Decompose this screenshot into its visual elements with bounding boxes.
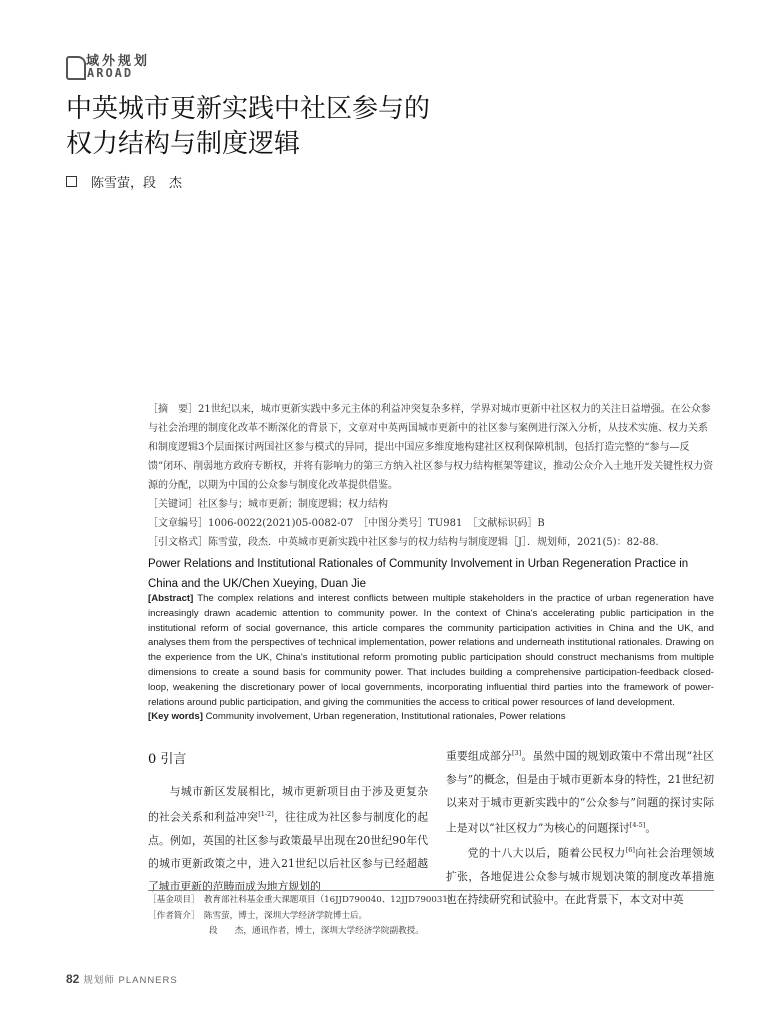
keywords-label: [Key words] (148, 711, 203, 723)
paragraph: 党的十八大以后，随着公民权力[6]向社会治理领域扩张，各地促进公众参与城市规划决策的制度改革措施也在持续研究和试验中。在此背景下，本文对中英 (446, 846, 714, 906)
square-bullet-icon (66, 176, 77, 187)
footnote-divider (148, 890, 714, 891)
citation-ref[interactable]: [6] (625, 846, 635, 855)
body-column-left (148, 780, 428, 898)
footnotes (148, 893, 456, 940)
section-heading: 0 引言 (148, 752, 187, 767)
page-footer (66, 972, 178, 986)
journal-name: 规划师 PLANNERS (83, 975, 178, 986)
title-line-1: 中英城市更新实践中社区参与的 (66, 94, 431, 124)
abstract-cn-text: ［摘 要］21世纪以来，城市更新实践中多元主体的利益冲突复杂多样，学界对城市更新中社区权力的关注日益增强。在公众参与社会治理的制度化改革不断深化的背景下，文章对中英两国城市更新中的社区参与案例进行深入分析，从技术实施、权力关系和制度逻辑3个层面探讨两国社区参与模式的异同，提出中国应多维度地构建社区权利保障机制，包括打造完整的“参与—反馈”闭环、削弱地方政府专断权，并将有影响力的第三方纳入社区参与权力结构框架等建议，推动公众介入土地开发关键性权力资源的分配，以期为中国的公众参与制度化改革提供借鉴。 (148, 404, 714, 491)
article-title (66, 92, 430, 162)
citation-ref[interactable]: [1-2] (258, 810, 274, 818)
english-abstract-text: The complex relations and interest conflicts between multiple stakeholders in the practice of urban regeneration have increasingly drawn academic attention to community power. In the context of China's accelerating public participation in the institutional reform of social governance, this article compares the community participation activities in China and the UK, and analyses them from the perspectives of technical implementation, power relations and underneath institutional rationales. Drawing on the experience from the UK, China's institutional reform promoting public participation should construct mechanisms from multiple dimensions to create a sound basis for community power. That includes building a comprehensive participation-feedback closed-loop, weakening the discretionary power of local governments, incorporating influential third parties into the framework of power-relations around public participation, and giving the communities the access to critical power resources of land development. (148, 593, 714, 708)
paragraph: 与城市新区发展相比，城市更新项目由于涉及更复杂的社会关系和利益冲突[1-2]，往往成为社区参与制度化的起点。例如，英国的社区参与政策最早出现在20世纪90年代的城市更新政策之中，进入21世纪以后社区参与已经超越了城市更新的范畴而成为地方规划的 (148, 785, 429, 893)
english-abstract (148, 592, 714, 725)
citation-format: ［引文格式］陈雪萤，段杰．中英城市更新实践中社区参与的权力结构与制度逻辑［J］．规划师，2021(5)：82-88. (148, 537, 659, 548)
english-keywords: Community involvement, Urban regeneration, Institutional rationales, Power relations (205, 711, 566, 723)
abstract-label: [Abstract] (148, 593, 194, 604)
paragraph: 重要组成部分[3]。虽然中国的规划政策中不常出现“社区参与”的概念，但是由于城市更新本身的特性，21世纪初以来对于城市更新实践中的“公众参与”问题的探讨实际上是对以“社区权力”为核心的问题探讨[4-5]。 (446, 749, 714, 835)
citation-ref[interactable]: [3] (512, 749, 522, 757)
title-line-2: 权力结构与制度逻辑 (66, 129, 301, 159)
page-number: 82 (66, 972, 80, 986)
footnote-author-1: ［作者简介］ 陈雪萤，博士，深圳大学经济学院博士后。 (148, 910, 368, 921)
footnote-author-2: 段 杰，通讯作者，博士，深圳大学经济学院副教授。 (209, 926, 424, 936)
keywords-cn: ［关键词］社区参与；城市更新；制度逻辑；权力结构 (148, 499, 388, 510)
english-title: Power Relations and Institutional Rationales of Community Involvement in Urban Regeneration Practice in China and the UK/Chen Xueying, Duan Jie (148, 558, 689, 590)
author-names: 陈雪萤，段 杰 (91, 176, 183, 191)
journal-logo-icon (66, 56, 86, 80)
article-number: ［文章编号］1006-0022(2021)05-0082-07 ［中图分类号］TU981 ［文献标识码］B (148, 518, 545, 529)
body-column-right (446, 742, 714, 911)
abstract-cn (148, 400, 714, 552)
section-label-en: AROAD (87, 66, 134, 80)
footnote-fund: ［基金项目］ 教育部社科基金重大课题项目（16JJD790040、12JJD790031） (148, 895, 457, 905)
authors (66, 172, 182, 191)
section-label-cn: 域外规划 (86, 54, 151, 69)
citation-ref[interactable]: [4-5] (629, 820, 646, 829)
